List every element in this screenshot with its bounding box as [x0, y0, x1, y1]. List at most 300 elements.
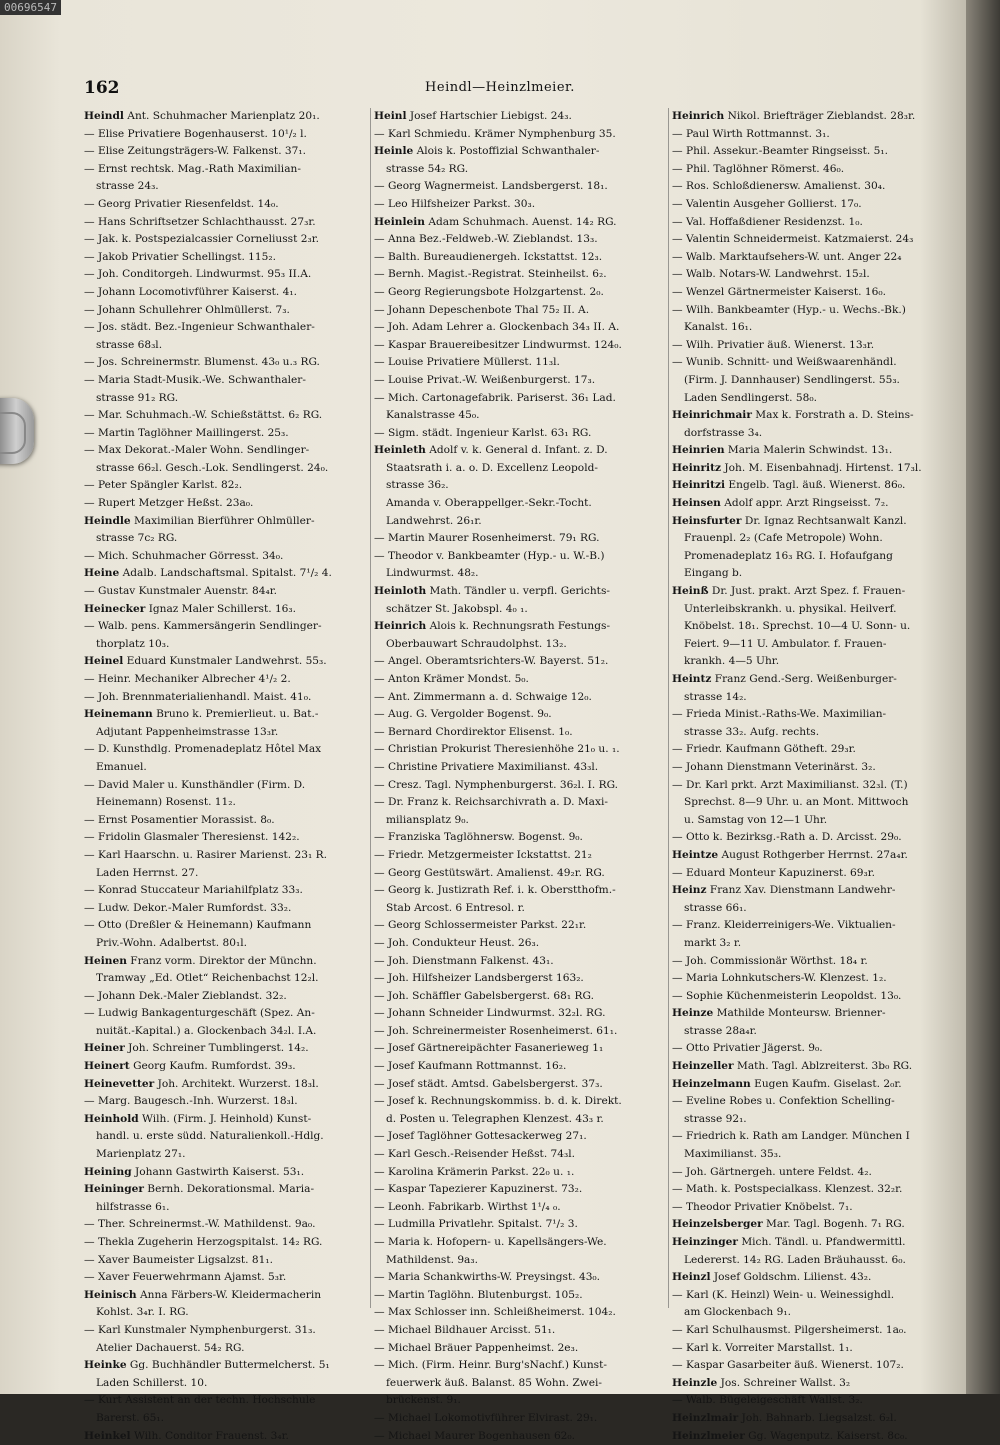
- entry-line: — Georg Schlossermeister Parkst. 22₁r.: [374, 919, 587, 932]
- surname: Heinrich: [374, 620, 427, 633]
- entry-line: — Fridolin Glasmaler Theresienst. 142₂.: [84, 831, 300, 844]
- entry-text: Johann Gastwirth Kaiserst. 53₁.: [131, 1165, 305, 1178]
- entry-line: — Phil. Assekur.-Beamter Ringseisst. 5₁.: [672, 145, 888, 158]
- surname: Heinrichmair: [672, 409, 752, 422]
- entry-line: [84, 1128, 368, 1146]
- entry-text: Georg Schlossermeister Parkst. 22₁r.: [387, 919, 587, 932]
- running-head: Heindl—Heinzlmeier.: [425, 80, 575, 95]
- entry-line: [672, 372, 968, 390]
- entry-text: Friedrich k. Rath am Landger. München I: [685, 1130, 910, 1143]
- entry-line: — Franz. Kleiderreinigers-We. Viktualien-: [672, 919, 896, 932]
- entry-text: Thekla Zugeherin Herzogspitalst. 14₂ RG.: [97, 1236, 323, 1248]
- entry-line: — Franziska Taglöhnersw. Bogenst. 9₀.: [374, 831, 583, 844]
- entry-line: — Bernard Chordirektor Elisenst. 1₀.: [374, 725, 573, 738]
- entry-line: [672, 548, 968, 566]
- entry-text: Mar. Schuhmach.-W. Schießstättst. 6₂ RG.: [97, 409, 323, 422]
- entry-text: Kaspar Brauereibesitzer Lindwurmst. 124₀.: [387, 338, 622, 351]
- entry-line: — Jak. k. Postspezialcassier Corneliusst 2₃r.: [84, 233, 319, 246]
- entry-text: Knöbelst. 18₁. Sprechst. 10—4 U. Sonn- u.: [684, 620, 911, 633]
- entry-text: Eingang b.: [684, 567, 743, 580]
- entry-text: Martin Taglöhner Maillingerst. 25₃.: [97, 426, 289, 439]
- entry-text: Laden Schillerst. 10.: [96, 1376, 208, 1389]
- entry-text: Maria Lohnkutschers-W. Klenzest. 1₂.: [685, 972, 887, 985]
- entry-line: — Jos. städt. Bez.-Ingenieur Schwanthaler-: [84, 321, 315, 334]
- entry-text: Kanalst. 16₁.: [684, 321, 753, 334]
- entry-text: Jos. städt. Bez.-Ingenieur Schwanthaler-: [97, 321, 315, 334]
- entry-line: — Martin Taglöhn. Blutenburgst. 105₂.: [374, 1288, 583, 1301]
- entry-text: Louise Privatiere Müllerst. 11₃l.: [387, 356, 560, 369]
- entry-text: Josef Goldschm. Lilienst. 43₂.: [710, 1271, 872, 1284]
- surname: Heinhold: [84, 1112, 139, 1125]
- entry-line: — Kaspar Tapezierer Kapuzinerst. 73₂.: [374, 1183, 583, 1196]
- entry-text: Eduard Kunstmaler Landwehrst. 55₃.: [123, 655, 327, 668]
- surname: Heinz: [672, 884, 707, 897]
- entry-text: Anna Färbers-W. Kleidermacherin: [136, 1288, 322, 1301]
- entry-text: Atelier Dachauerst. 54₂ RG.: [96, 1341, 245, 1354]
- entry-text: Paul Wirth Rottmannst. 3₁.: [685, 127, 830, 140]
- entry-line: — Joh. Condukteur Heust. 26₃.: [374, 936, 540, 949]
- entry-line: [374, 636, 666, 654]
- entry-line: — Thekla Zugeherin Herzogspitalst. 14₂ RG.: [84, 1236, 323, 1248]
- entry-text: Joh. Dienstmann Falkenst. 43₁.: [387, 954, 554, 967]
- entry-text: Wilh. Privatier äuß. Wienerst. 13₃r.: [685, 338, 875, 351]
- entry-text: Maria Stadt-Musik.-We. Schwanthaler-: [97, 373, 306, 386]
- surname: Heiner: [84, 1042, 125, 1055]
- entry-text: Wilh. (Firm. J. Heinhold) Kunst-: [138, 1112, 312, 1125]
- surname: Heintz: [672, 673, 712, 685]
- entry-text: Josef k. Rechnungskommiss. b. d. k. Direkt.: [387, 1095, 622, 1108]
- entry-text: Bruno k. Premierlieut. u. Bat.-: [152, 708, 319, 721]
- entry-line: — Michael Bräuer Pappenheimst. 2e₃.: [374, 1341, 579, 1354]
- entry-line: — Peter Spängler Karlst. 82₂.: [84, 479, 243, 492]
- entry-text: Joh. Brennmaterialienhandl. Maist. 41₀.: [97, 690, 312, 703]
- entry-line: [672, 653, 968, 671]
- entry-line: — Anna Bez.-Feldweb.-W. Zieblandst. 13₃.: [374, 233, 598, 246]
- entry-text: Alois k. Postoffizial Schwanthaler-: [413, 145, 600, 158]
- entry-text: Mar. Tagl. Bogenh. 7₁ RG.: [762, 1218, 905, 1231]
- entry-line: [84, 1375, 368, 1393]
- entry-text: Jos. Schreiner Wallst. 3₂: [717, 1376, 851, 1389]
- entry-heading-line: [374, 583, 666, 601]
- entry-line: — Johann Locomotivführer Kaiserst. 4₁.: [84, 285, 298, 298]
- entry-line: — D. Kunsthdlg. Promenadeplatz Hôtel Max: [84, 743, 322, 756]
- entry-line: — Sigm. städt. Ingenieur Karlst. 63₁ RG.: [374, 426, 592, 439]
- entry-text: Kanalstrasse 45₀.: [386, 409, 480, 422]
- entry-heading-line: [672, 407, 968, 425]
- entry-text: Angel. Oberamtsrichters-W. Bayerst. 51₂.: [387, 655, 609, 668]
- entry-line: — Josef k. Rechnungskommiss. b. d. k. Direkt.: [374, 1095, 622, 1108]
- entry-text: Wunib. Schnitt- und Weißwaarenhändl.: [685, 356, 897, 369]
- surname: Heininger: [84, 1183, 144, 1196]
- entry-text: Josef Kaufmann Rottmannst. 16₂.: [387, 1060, 567, 1073]
- entry-line: [672, 900, 968, 918]
- entry-line: [374, 460, 666, 478]
- entry-text: Karl Haarschn. u. Rasirer Marienst. 23₁ R.: [97, 848, 327, 861]
- entry-text: Maximilian Bierführer Ohlmüller-: [130, 514, 315, 527]
- entry-line: — Math. k. Postspecialkass. Klenzest. 32₂r.: [672, 1183, 903, 1196]
- surname: Heinzlmeier: [672, 1429, 745, 1442]
- entry-text: Balth. Bureaudienergeh. Ickstattst. 12₃.: [387, 250, 603, 263]
- entry-text: Walb. Marktaufsehers-W. unt. Anger 22₄: [685, 250, 902, 263]
- entry-line: — Balth. Bureaudienergeh. Ickstattst. 12₃.: [374, 250, 603, 263]
- entry-line: — Theodor Privatier Knöbelst. 7₁.: [672, 1200, 853, 1213]
- entry-line: — Cresz. Tagl. Nymphenburgerst. 36₂l. I. RG.: [374, 778, 619, 791]
- entry-text: August Rothgerber Herrnst. 27a₄r.: [718, 848, 908, 861]
- entry-heading-line: [374, 108, 666, 126]
- entry-line: — Michael Maurer Bogenhausen 62₀.: [374, 1429, 576, 1442]
- entry-line: [672, 935, 968, 953]
- entry-line: — Ludwig Bankagenturgeschäft (Spez. An-: [84, 1007, 315, 1020]
- entry-text: Ernst rechtsk. Mag.-Rath Maximilian-: [97, 162, 301, 175]
- entry-text: Joh. Schreiner Tumblingerst. 14₂.: [124, 1042, 309, 1055]
- entry-line: [84, 530, 368, 548]
- entry-text: Georg k. Justizrath Ref. i. k. Oberstthofm.-: [387, 884, 616, 897]
- entry-heading-line: [84, 1076, 368, 1094]
- column-1: [84, 108, 368, 1442]
- entry-text: Josef Hartschier Liebigst. 24₃.: [406, 110, 572, 122]
- entry-line: — Kaspar Gasarbeiter äuß. Wienerst. 107₂.: [672, 1359, 904, 1372]
- entry-text: Mich. (Firm. Heinr. Burg'sNachf.) Kunst-: [387, 1359, 607, 1372]
- entry-text: Georg Privatier Riesenfeldst. 14₀.: [97, 197, 279, 210]
- surname: Heinze: [672, 1007, 714, 1020]
- entry-line: — Dr. Franz k. Reichsarchivrath a. D. Maxi-: [374, 796, 608, 809]
- entry-text: Adalb. Landschaftsmal. Spitalst. 7¹/₂ 4.: [119, 567, 332, 580]
- entry-heading-line: [84, 706, 368, 724]
- entry-text: Karl (K. Heinzl) Wein- u. Weinessighdl.: [685, 1288, 895, 1301]
- entry-text: Mich. Schuhmacher Görresst. 34₀.: [97, 549, 284, 562]
- entry-heading-line: [672, 477, 968, 495]
- surname: Heine: [84, 567, 120, 580]
- entry-line: [374, 477, 666, 495]
- entry-line: — Val. Hoffaßdiener Residenzst. 1₀.: [672, 215, 863, 228]
- entry-line: [374, 900, 666, 918]
- entry-text: Franz Xav. Dienstmann Landwehr-: [706, 884, 896, 897]
- entry-line: — Joh. Hilfsheizer Landsbergerst 163₂.: [374, 972, 584, 985]
- entry-line: — Walb. pens. Kammersängerin Sendlinger-: [84, 620, 322, 633]
- entry-text: u. Samstag von 12—1 Uhr.: [684, 813, 828, 826]
- entry-line: [84, 636, 368, 654]
- entry-line: [84, 935, 368, 953]
- entry-line: — Max Dekorat.-Maler Wohn. Sendlinger-: [84, 444, 310, 457]
- entry-line: — Marg. Baugesch.-Inh. Wurzerst. 18₃l.: [84, 1095, 298, 1108]
- entry-line: [672, 812, 968, 830]
- entry-text: Bernard Chordirektor Elisenst. 1₀.: [387, 725, 573, 738]
- entry-text: Martin Taglöhn. Blutenburgst. 105₂.: [387, 1288, 583, 1301]
- entry-text: Cresz. Tagl. Nymphenburgerst. 36₂l. I. RG.: [387, 778, 619, 791]
- entry-line: [374, 812, 666, 830]
- surname: Heinzle: [672, 1376, 718, 1389]
- entry-text: Max Schlosser inn. Schleißheimerst. 104₂.: [387, 1306, 616, 1319]
- entry-text: Bernh. Magist.-Registrat. Steinheilst. 6₂.: [387, 268, 607, 281]
- entry-heading-line: [672, 1234, 968, 1252]
- entry-text: Friedr. Kaufmann Götheft. 29₃r.: [685, 743, 856, 756]
- entry-text: Anna Bez.-Feldweb.-W. Zieblandst. 13₃.: [387, 233, 598, 246]
- entry-line: [374, 1252, 666, 1270]
- entry-line: [84, 1146, 368, 1164]
- entry-text: Ludwig Bankagenturgeschäft (Spez. An-: [97, 1007, 315, 1020]
- entry-text: strasse 14₂.: [684, 690, 747, 703]
- entry-line: — Mich. Cartonagefabrik. Pariserst. 36₁ Lad.: [374, 391, 616, 404]
- entry-text: thorplatz 10₃.: [96, 637, 170, 650]
- entry-text: strasse 91₂ RG.: [96, 391, 179, 404]
- entry-line: [84, 970, 368, 988]
- entry-line: — Otto (Dreßler & Heinemann) Kaufmann: [84, 919, 312, 932]
- entry-heading-line: [672, 882, 968, 900]
- entry-line: — Karl Schmiedu. Krämer Nymphenburg 35.: [374, 127, 616, 140]
- entry-text: Math. Tagl. Ablzreiterst. 3b₀ RG.: [733, 1060, 913, 1073]
- entry-text: Marienplatz 27₁.: [96, 1148, 186, 1161]
- entry-text: markt 3₂ r.: [684, 936, 742, 949]
- entry-line: — Dr. Karl prkt. Arzt Maximilianst. 32₃l. (T.): [672, 778, 908, 791]
- entry-line: — Mar. Schuhmach.-W. Schießstättst. 6₂ RG.: [84, 409, 323, 422]
- entry-line: — Elise Privatiere Bogenhauserst. 10¹/₂ l.: [84, 127, 307, 140]
- entry-line: — Otto k. Bezirksg.-Rath a. D. Arcisst. 29₀.: [672, 831, 902, 844]
- entry-text: Gg. Wagenputz. Kaiserst. 8c₀.: [744, 1429, 908, 1442]
- entry-text: Joh. Schreinermeister Rosenheimerst. 61₁.: [387, 1024, 618, 1037]
- entry-line: [84, 460, 368, 478]
- surname: Heinke: [84, 1359, 127, 1372]
- entry-text: Karl Gesch.-Reisender Heßst. 74₃l.: [387, 1148, 576, 1161]
- entry-line: [672, 601, 968, 619]
- entry-text: Christine Privatiere Maximilianst. 43₃l.: [387, 760, 599, 773]
- entry-line: [84, 1199, 368, 1217]
- entry-line: — Wilh. Bankbeamter (Hyp.- u. Wechs.-Bk.): [672, 303, 906, 316]
- entry-line: — Michael Bildhauer Arcisst. 51₁.: [374, 1323, 556, 1336]
- entry-text: Rupert Metzger Heßst. 23a₀.: [97, 497, 254, 510]
- surname: Heinritzi: [672, 479, 726, 492]
- surname: Heinzelmann: [672, 1077, 751, 1090]
- entry-heading-line: [84, 653, 368, 671]
- entry-text: Maria k. Hofopern- u. Kapellsängers-We.: [387, 1236, 607, 1248]
- entry-heading-line: [84, 1357, 368, 1375]
- entry-heading-line: [84, 1181, 368, 1199]
- entry-line: — Joh. Schäffler Gabelsbergerst. 68₁ RG.: [374, 989, 594, 1002]
- entry-line: — Angel. Oberamtsrichters-W. Bayerst. 51₂.: [374, 655, 609, 668]
- entry-heading-line: [672, 1005, 968, 1023]
- entry-line: — Georg Privatier Riesenfeldst. 14₀.: [84, 197, 279, 210]
- entry-heading-line: [84, 513, 368, 531]
- entry-text: Eugen Kaufm. Giselast. 2₀r.: [750, 1077, 902, 1090]
- entry-text: Johann Dek.-Maler Zieblandst. 32₂.: [97, 989, 287, 1002]
- entry-text: Karolina Krämerin Parkst. 22₀ u. ₁.: [387, 1165, 575, 1178]
- entry-line: — Josef Gärtnereipächter Fasanerieweg 1₁: [374, 1042, 604, 1055]
- entry-line: — Josef städt. Amtsd. Gabelsbergerst. 37₃.: [374, 1077, 603, 1090]
- column-3: [672, 108, 968, 1442]
- entry-line: — Ludmilla Privatlehr. Spitalst. 7¹/₂ 3.: [374, 1218, 578, 1231]
- surname: Heinritz: [672, 461, 721, 474]
- entry-text: Phil. Assekur.-Beamter Ringseisst. 5₁.: [685, 145, 888, 158]
- surname: Heinrien: [672, 444, 725, 457]
- entry-line: [672, 724, 968, 742]
- entry-text: Theodor Privatier Knöbelst. 7₁.: [685, 1200, 853, 1213]
- entry-text: hilfstrasse 6₁.: [96, 1200, 170, 1213]
- entry-line: [672, 390, 968, 408]
- entry-line: [374, 407, 666, 425]
- entry-text: strasse 66₁.: [684, 901, 747, 914]
- entry-line: [672, 565, 968, 583]
- entry-heading-line: [672, 513, 968, 531]
- entry-text: Ludmilla Privatlehr. Spitalst. 7¹/₂ 3.: [387, 1218, 578, 1231]
- entry-heading-line: [374, 143, 666, 161]
- entry-text: Maria Schankwirths-W. Preysingst. 43₀.: [387, 1271, 601, 1284]
- entry-line: — Mich. Schuhmacher Görresst. 34₀.: [84, 549, 284, 562]
- entry-text: strasse 92₁.: [684, 1112, 747, 1125]
- entry-line: [84, 1304, 368, 1322]
- entry-text: Barerst. 65₁.: [96, 1411, 165, 1424]
- surname: Heinloth: [374, 585, 427, 598]
- entry-text: Joh. Gärtnergeh. untere Feldst. 4₂.: [685, 1165, 872, 1178]
- entry-text: krankh. 4—5 Uhr.: [684, 655, 780, 668]
- entry-text: schätzer St. Jakobspl. 4₀ ₁.: [386, 602, 528, 615]
- entry-line: — Joh. Commissionär Wörthst. 18₄ r.: [672, 954, 868, 967]
- entry-line: — Karl Haarschn. u. Rasirer Marienst. 23₁ R.: [84, 848, 327, 861]
- entry-text: Franz. Kleiderreinigers-We. Viktualien-: [685, 919, 896, 932]
- entry-heading-line: [84, 601, 368, 619]
- entry-text: Michael Maurer Bogenhausen 62₀.: [387, 1429, 576, 1442]
- entry-text: Ignaz Maler Schillerst. 16₃.: [145, 602, 297, 615]
- entry-text: Konrad Stuccateur Mariahilfplatz 33₃.: [97, 884, 303, 897]
- entry-text: Martin Maurer Rosenheimerst. 79₁ RG.: [387, 532, 600, 545]
- entry-text: Christian Prokurist Theresienhöhe 21₀ u. ₁.: [387, 743, 620, 756]
- entry-text: Landwehrst. 26₁r.: [386, 514, 482, 527]
- entry-line: — Martin Maurer Rosenheimerst. 79₁ RG.: [374, 532, 600, 545]
- entry-line: — Joh. Dienstmann Falkenst. 43₁.: [374, 954, 554, 967]
- entry-text: miliansplatz 9₀.: [386, 813, 469, 826]
- entry-line: — Gustav Kunstmaler Auenstr. 84₄r.: [84, 585, 277, 598]
- entry-line: [374, 601, 666, 619]
- entry-line: — Maria Schankwirths-W. Preysingst. 43₀.: [374, 1271, 601, 1284]
- entry-text: Franz Gend.-Serg. Weißenburger-: [711, 673, 897, 685]
- entry-line: [374, 495, 666, 513]
- entry-text: Phil. Taglöhner Römerst. 46₀.: [685, 162, 845, 175]
- entry-line: — Theodor v. Bankbeamter (Hyp.- u. W.-B.): [374, 549, 605, 562]
- surname: Heinel: [84, 655, 124, 668]
- surname: Heinisch: [84, 1288, 137, 1301]
- surname: Heinsen: [672, 497, 721, 510]
- surname: Heinzlmair: [672, 1411, 739, 1424]
- entry-line: [672, 319, 968, 337]
- entry-line: — Karolina Krämerin Parkst. 22₀ u. ₁.: [374, 1165, 575, 1178]
- entry-text: Promenadeplatz 16₃ RG. I. Hofaufgang: [684, 549, 893, 562]
- entry-line: — Karl Gesch.-Reisender Heßst. 74₃l.: [374, 1148, 576, 1161]
- scan-stamp: 00696547: [0, 0, 61, 15]
- entry-text: Sigm. städt. Ingenieur Karlst. 63₁ RG.: [387, 426, 592, 439]
- entry-text: D. Kunsthdlg. Promenadeplatz Hôtel Max: [97, 743, 322, 756]
- entry-line: — Eveline Robes u. Confektion Schelling-: [672, 1095, 895, 1108]
- entry-line: — Elise Zeitungsträgers-W. Falkenst. 37₁.: [84, 145, 307, 158]
- entry-heading-line: [84, 953, 368, 971]
- entry-heading-line: [672, 108, 968, 126]
- entry-text: Laden Herrnst. 27.: [96, 866, 199, 879]
- entry-line: — Maria Lohnkutschers-W. Klenzest. 1₂.: [672, 972, 887, 985]
- entry-line: [374, 513, 666, 531]
- entry-text: Oberbauwart Schraudolphst. 13₂.: [386, 637, 567, 650]
- entry-line: — Ros. Schloßdienersw. Amalienst. 30₄.: [672, 180, 886, 193]
- entry-text: Kaspar Gasarbeiter äuß. Wienerst. 107₂.: [685, 1359, 904, 1372]
- surname: Heinß: [672, 585, 709, 598]
- entry-text: nuität.-Kapital.) a. Glockenbach 34₂l. I.A.: [96, 1024, 317, 1037]
- entry-text: strasse 24₃.: [96, 180, 159, 193]
- surname: Heinzeller: [672, 1060, 734, 1073]
- entry-line: — Karl k. Vorreiter Marstallst. 1₁.: [672, 1341, 853, 1354]
- entry-line: — Karl Kunstmaler Nymphenburgerst. 31₃.: [84, 1323, 316, 1336]
- entry-line: [374, 1392, 666, 1410]
- entry-heading-line: [672, 583, 968, 601]
- entry-line: — Joh. Gärtnergeh. untere Feldst. 4₂.: [672, 1165, 872, 1178]
- entry-text: Emanuel.: [96, 760, 147, 773]
- entry-line: — Wenzel Gärtnermeister Kaiserst. 16₀.: [672, 285, 886, 298]
- entry-text: Walb. Bügeleigeschäft Wallst. 3₂.: [685, 1394, 863, 1407]
- entry-text: Leonh. Fabrikarb. Wirthst 1¹/₄ ₀.: [387, 1200, 561, 1213]
- entry-text: Friedr. Metzgermeister Ickstattst. 21₂: [387, 848, 592, 861]
- entry-text: Walb. pens. Kammersängerin Sendlinger-: [97, 620, 322, 633]
- entry-text: Wilh. Bankbeamter (Hyp.- u. Wechs.-Bk.): [685, 303, 906, 316]
- entry-line: — Michael Lokomotivführer Elvirast. 29₁.: [374, 1411, 598, 1424]
- entry-text: Frauenpl. 2₂ (Cafe Metropole) Wohn.: [684, 532, 883, 545]
- entry-line: — Aug. G. Vergolder Bogenst. 9₀.: [374, 708, 552, 721]
- entry-text: Ant. Schuhmacher Marienplatz 20₁.: [123, 110, 320, 122]
- surname: Heinzinger: [672, 1236, 738, 1248]
- entry-line: — Georg Wagnermeist. Landsbergerst. 18₁.: [374, 180, 608, 193]
- entry-line: — Johann Dek.-Maler Zieblandst. 32₂.: [84, 989, 287, 1002]
- entry-heading-line: [84, 1058, 368, 1076]
- entry-line: — Sophie Küchenmeisterin Leopoldst. 13₀.: [672, 989, 902, 1002]
- entry-line: — Kaspar Brauereibesitzer Lindwurmst. 124₀.: [374, 338, 622, 351]
- entry-heading-line: [84, 1164, 368, 1182]
- entry-text: Michael Lokomotivführer Elvirast. 29₁.: [387, 1411, 598, 1424]
- entry-text: Theodor v. Bankbeamter (Hyp.- u. W.-B.): [387, 549, 605, 562]
- entry-line: — Georg k. Justizrath Ref. i. k. Oberstthofm.-: [374, 884, 616, 897]
- entry-line: — Valentin Ausgeher Gollierst. 17₀.: [672, 197, 862, 210]
- entry-line: — Leo Hilfsheizer Parkst. 30₃.: [374, 197, 536, 210]
- entry-text: Tramway „Ed. Otlet“ Reichenbachst 12₂l.: [96, 972, 319, 985]
- entry-text: Ledererst. 14₂ RG. Laden Bräuhausst. 6₀.: [684, 1253, 906, 1266]
- entry-text: Kurt Assistent an der techn. Hochschule: [97, 1394, 316, 1407]
- entry-line: [84, 1340, 368, 1358]
- entry-text: Johann Schullehrer Ohlmüllerst. 7₃.: [97, 303, 290, 316]
- entry-text: Jak. k. Postspezialcassier Corneliusst 2₃r.: [97, 233, 319, 246]
- entry-line: — Wilh. Privatier äuß. Wienerst. 13₃r.: [672, 338, 875, 351]
- entry-line: [374, 565, 666, 583]
- entry-text: Karl Schmiedu. Krämer Nymphenburg 35.: [387, 127, 616, 140]
- entry-text: strasse 68₃l.: [96, 338, 163, 351]
- entry-text: Amanda v. Oberappellger.-Sekr.-Tocht.: [386, 497, 592, 510]
- surname: Heinemann: [84, 708, 153, 721]
- entry-line: — Joh. Conditorgeh. Lindwurmst. 95₃ II.A.: [84, 268, 312, 281]
- entry-line: [672, 530, 968, 548]
- entry-line: — Xaver Feuerwehrmann Ajamst. 5₃r.: [84, 1271, 287, 1284]
- page-number: 162: [84, 78, 120, 98]
- entry-line: — Jakob Privatier Schellingst. 115₂.: [84, 250, 277, 263]
- entry-text: Louise Privat.-W. Weißenburgerst. 17₃.: [387, 373, 596, 386]
- entry-line: — Johann Schneider Lindwurmst. 32₂l. RG.: [374, 1007, 606, 1020]
- entry-heading-line: [672, 495, 968, 513]
- entry-text: Johann Depeschenbote Thal 75₂ II. A.: [387, 303, 590, 316]
- entry-line: — Ant. Zimmermann a. d. Schwaige 12₀.: [374, 690, 592, 703]
- entry-line: — Johann Schullehrer Ohlmüllerst. 7₃.: [84, 303, 290, 316]
- entry-text: Math. k. Postspecialkass. Klenzest. 32₂r.: [685, 1183, 903, 1196]
- column-rule: [370, 108, 371, 1308]
- surname: Heinevetter: [84, 1077, 155, 1090]
- entry-line: [84, 1410, 368, 1428]
- entry-text: Otto k. Bezirksg.-Rath a. D. Arcisst. 29₀.: [685, 831, 902, 844]
- entry-line: — Otto Privatier Jägerst. 9₀.: [672, 1042, 823, 1055]
- entry-line: — Joh. Brennmaterialienhandl. Maist. 41₀.: [84, 690, 312, 703]
- entry-text: Ludw. Dekor.-Maler Rumfordst. 33₂.: [97, 901, 292, 914]
- entry-line: — Georg Regierungsbote Holzgartenst. 2₀.: [374, 285, 604, 298]
- entry-line: — Phil. Taglöhner Römerst. 46₀.: [672, 162, 845, 175]
- entry-line: — Walb. Notars-W. Landwehrst. 15₂l.: [672, 268, 870, 281]
